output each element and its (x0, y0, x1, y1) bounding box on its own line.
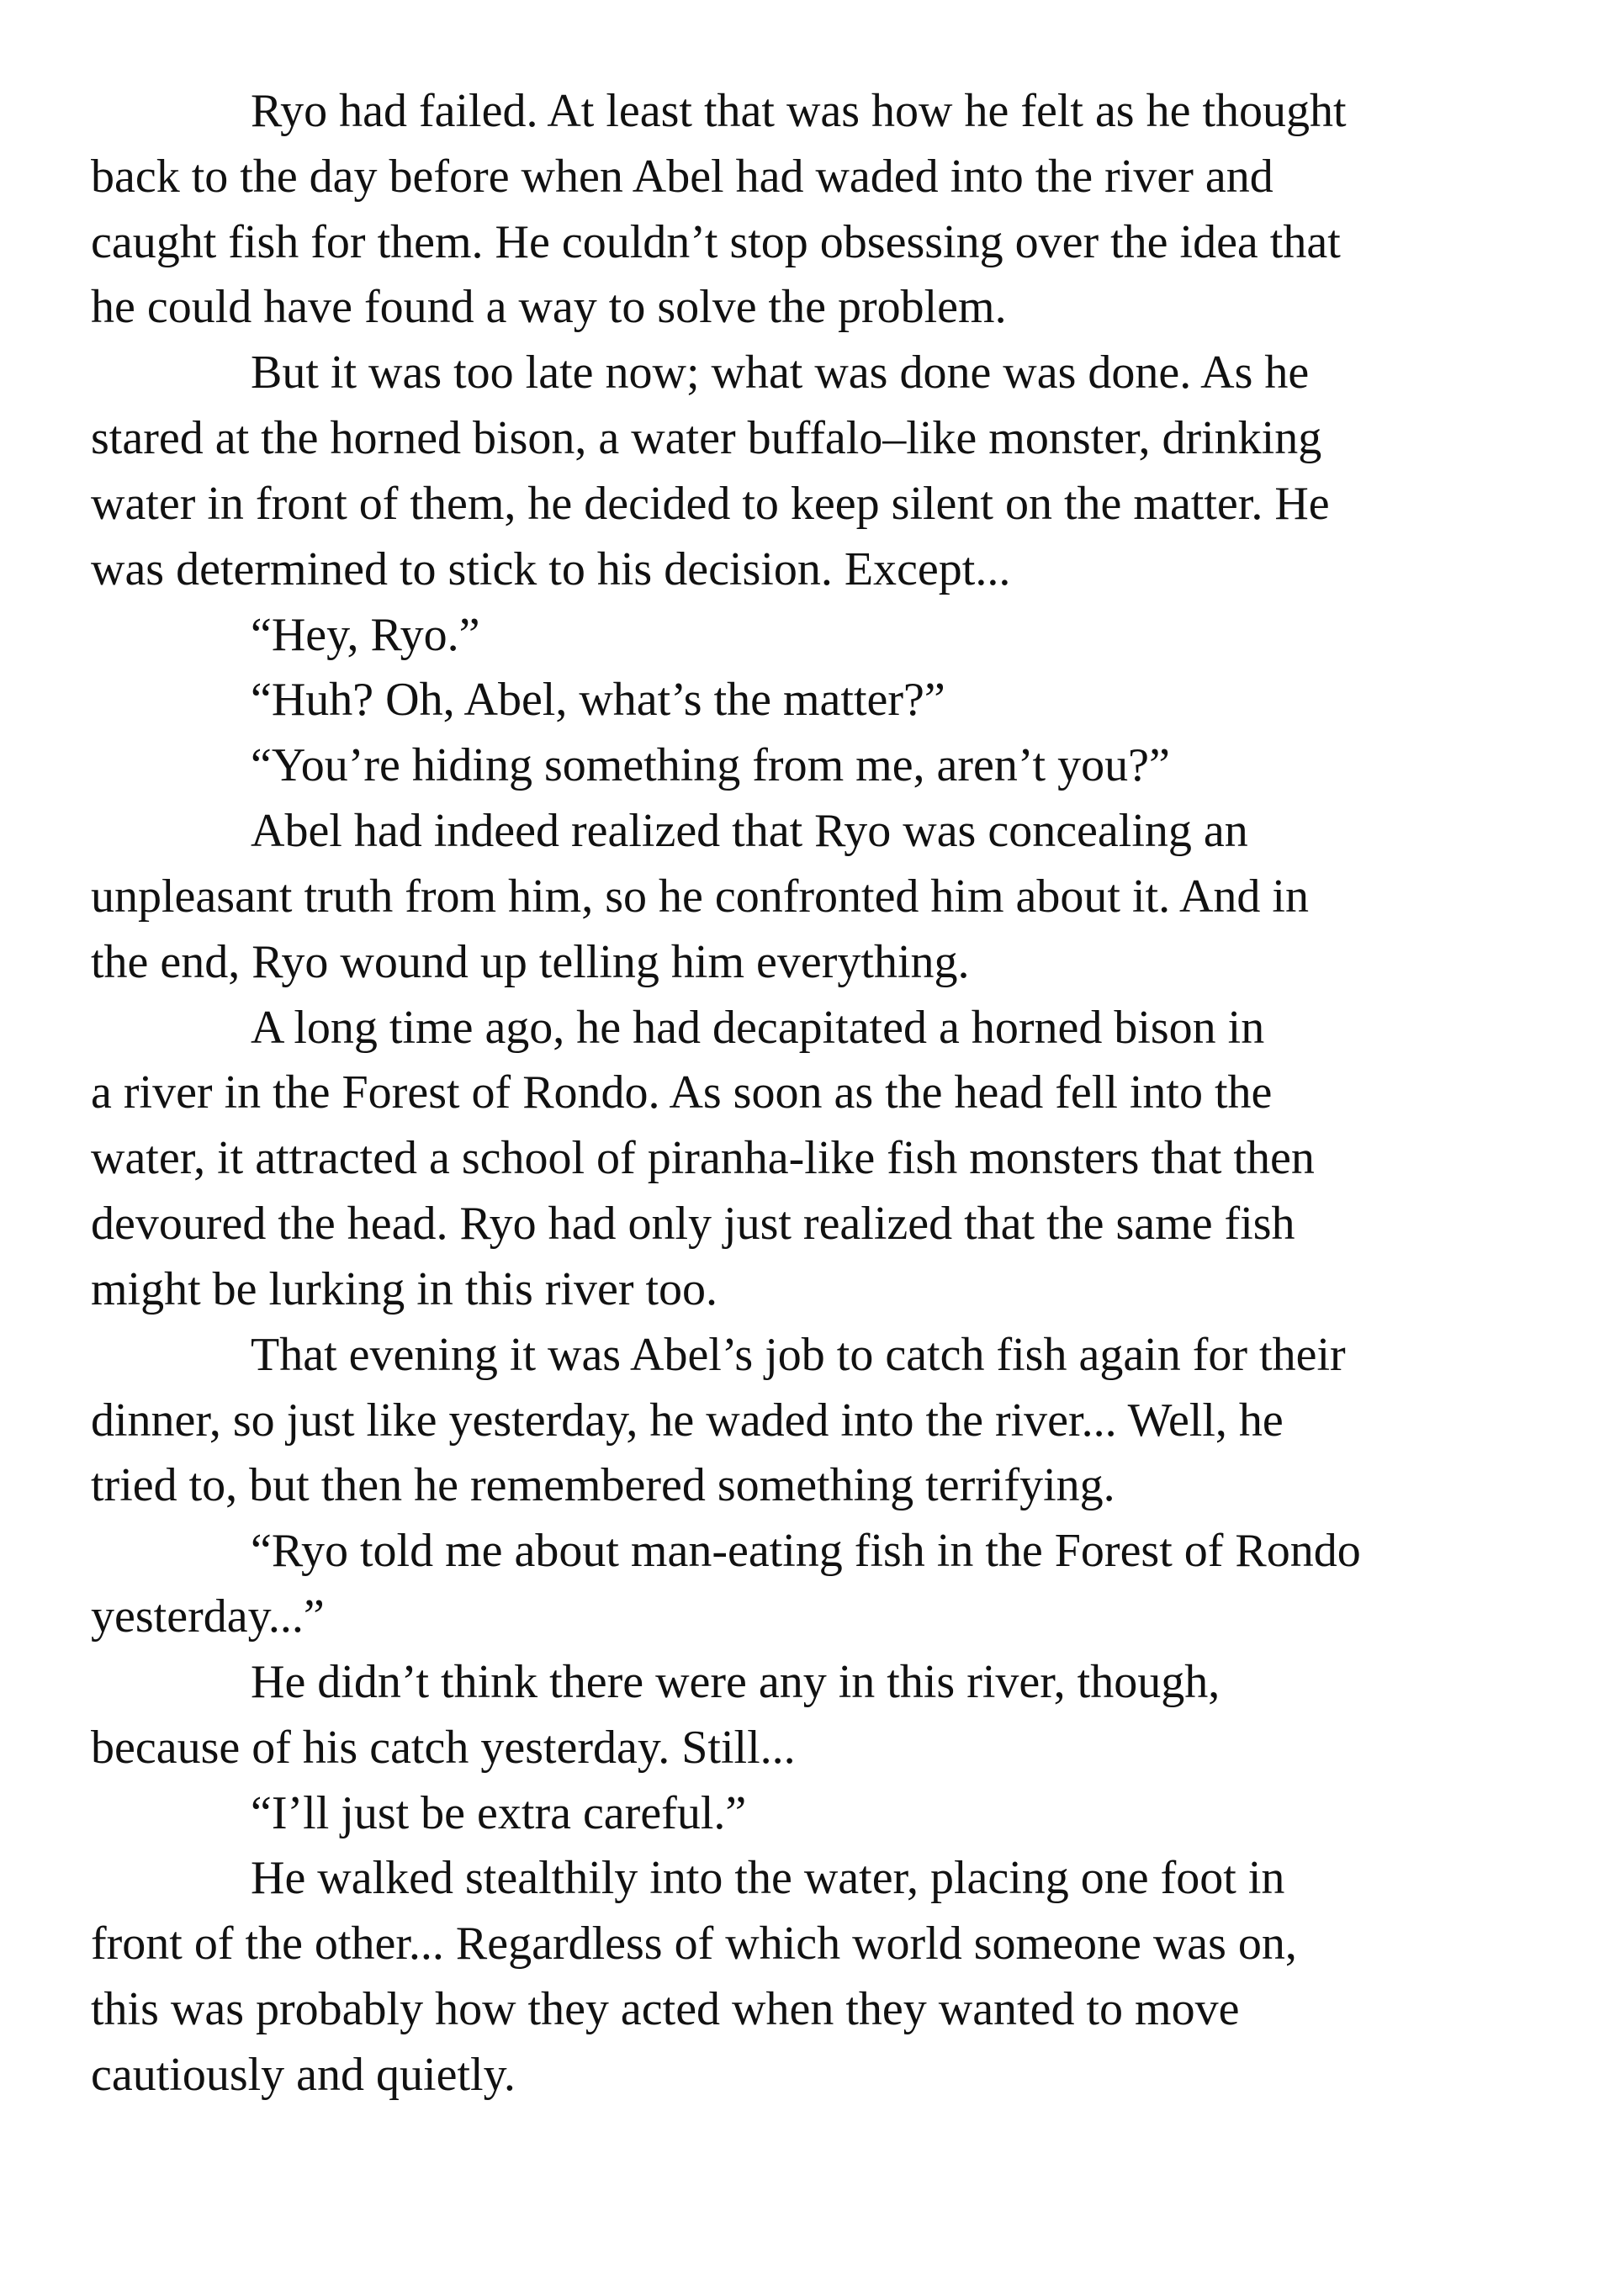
text-line: Abel had indeed realized that Ryo was concealing an (251, 805, 1248, 858)
text-line: might be lurking in this river too. (91, 1262, 718, 1315)
body-text (91, 79, 1531, 2108)
paragraph (91, 1846, 1531, 2108)
text-line: “I’ll just be extra careful.” (251, 1786, 747, 1839)
text-line: devoured the head. Ryo had only just realized that the same fish (91, 1198, 1295, 1251)
text-line: A long time ago, he had decapitated a horned bison in (251, 1001, 1265, 1054)
dialogue-paragraph (91, 603, 1531, 669)
text-line: That evening it was Abel’s job to catch fish again for their (251, 1328, 1346, 1381)
text-line: this was probably how they acted when they wanted to move (91, 1983, 1240, 2036)
text-line: But it was too late now; what was done was done. As he (251, 347, 1310, 399)
dialogue-paragraph (91, 733, 1531, 799)
text-line: he could have found a way to solve the problem. (91, 281, 1007, 334)
text-line: was determined to stick to his decision. Except... (91, 542, 1011, 595)
text-line: “You’re hiding something from me, aren’t you?” (251, 739, 1170, 792)
text-line: “Hey, Ryo.” (251, 608, 480, 661)
text-line: He didn’t think there were any in this river, though, (251, 1655, 1221, 1708)
paragraph (91, 341, 1531, 602)
text-line: “Huh? Oh, Abel, what’s the matter?” (251, 674, 945, 727)
text-line: the end, Ryo wound up telling him everything. (91, 935, 970, 988)
text-line: unpleasant truth from him, so he confronted him about it. And in (91, 870, 1309, 923)
text-line: water in front of them, he decided to keep silent on the matter. He (91, 477, 1330, 530)
text-line: water, it attracted a school of piranha-like fish monsters that then (91, 1132, 1315, 1185)
paragraph (91, 1650, 1531, 1781)
text-line: a river in the Forest of Rondo. As soon as the head fell into the (91, 1066, 1273, 1119)
text-line: “Ryo told me about man-eating fish in the Forest of Rondo (251, 1525, 1361, 1578)
text-line: stared at the horned bison, a water buffalo–like monster, drinking (91, 412, 1322, 465)
paragraph (91, 799, 1531, 995)
paragraph (91, 1323, 1531, 1519)
text-line: Ryo had failed. At least that was how he felt as he thought (251, 85, 1347, 137)
text-line: tried to, but then he remembered something terrifying. (91, 1459, 1115, 1512)
text-line: caught fish for them. He couldn’t stop obsessing over the idea that (91, 215, 1341, 268)
text-line: front of the other... Regardless of which world someone was on, (91, 1918, 1297, 1971)
text-line: He walked stealthily into the water, placing one foot in (251, 1852, 1285, 1905)
text-line: dinner, so just like yesterday, he waded into the river... Well, he (91, 1394, 1284, 1447)
dialogue-paragraph (91, 1781, 1531, 1847)
dialogue-paragraph (91, 1519, 1531, 1650)
paragraph (91, 79, 1531, 341)
text-line: because of his catch yesterday. Still... (91, 1721, 796, 1774)
text-line: back to the day before when Abel had waded into the river and (91, 150, 1273, 203)
paragraph (91, 996, 1531, 1323)
text-line: yesterday...” (91, 1590, 325, 1643)
dialogue-paragraph (91, 668, 1531, 733)
text-line: cautiously and quietly. (91, 2048, 516, 2101)
